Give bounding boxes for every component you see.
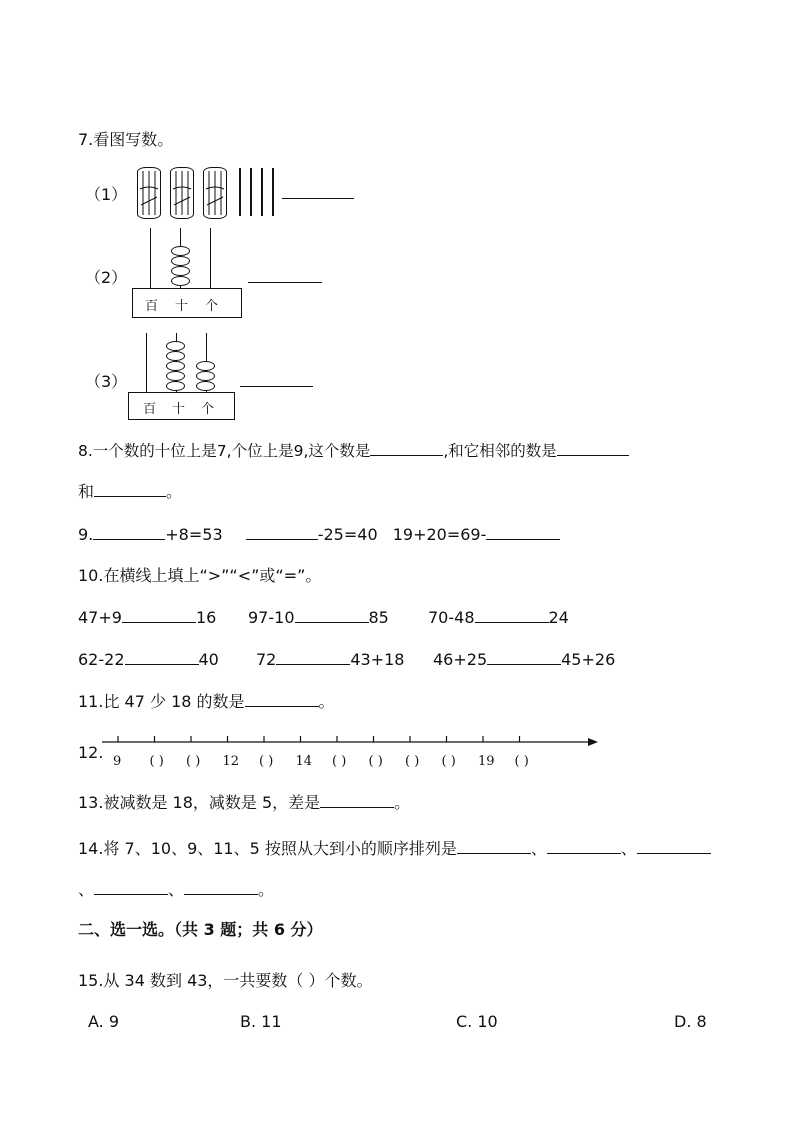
separator: 、	[620, 839, 637, 858]
expr-right: 40	[198, 650, 219, 669]
abacus-bead	[171, 276, 190, 286]
answer-blank[interactable]	[94, 482, 166, 497]
q7-part1-label: （1）	[85, 185, 128, 204]
q10-item	[428, 608, 569, 627]
option-d[interactable]: D. 8	[674, 1012, 707, 1031]
abacus-bead	[166, 361, 185, 371]
abacus-bead	[166, 341, 185, 351]
q8-and: 和	[78, 482, 95, 501]
abacus-bead	[171, 256, 190, 266]
section-title: 二、选一选。（共 3 题；共 6 分）	[78, 920, 323, 939]
answer-blank[interactable]	[276, 650, 350, 665]
expr-left: 46+25	[433, 650, 488, 669]
q7-title: 7.看图写数。	[78, 130, 174, 149]
answer-blank[interactable]	[557, 441, 629, 456]
q10-item	[433, 650, 615, 669]
q11-line	[78, 692, 335, 712]
q12-label: 12.	[78, 743, 104, 762]
abacus-label-tens: 十	[172, 402, 186, 417]
expr-right: 24	[548, 608, 569, 627]
answer-blank[interactable]	[94, 880, 168, 895]
answer-blank[interactable]	[487, 650, 561, 665]
expr-left: 72	[256, 650, 277, 669]
q13-end: 。	[394, 793, 411, 812]
abacus-label-hundreds: 百	[145, 299, 159, 314]
abacus-rod	[210, 228, 211, 288]
q14-text: 14.将 7、10、9、11、5 按照从大到小的顺序排列是	[78, 839, 457, 858]
q8-line1	[78, 441, 629, 461]
answer-blank[interactable]	[184, 880, 258, 895]
q9-eq-a: +8=53	[165, 525, 223, 544]
expr-right: 43+18	[350, 650, 405, 669]
answer-blank[interactable]	[295, 608, 369, 623]
separator: 、	[78, 880, 95, 899]
q10-item	[248, 608, 389, 627]
q9-line	[78, 525, 560, 545]
single-stick	[272, 168, 274, 216]
q13-text: 13.被减数是 18，减数是 5，差是	[78, 793, 321, 812]
abacus-rod	[146, 333, 147, 393]
number-line-label: 12	[222, 754, 240, 769]
answer-blank[interactable]	[370, 441, 443, 456]
separator: 、	[168, 880, 185, 899]
q9-eq-b: -25=40	[317, 525, 378, 544]
answer-blank[interactable]	[248, 268, 322, 283]
expr-right: 45+26	[561, 650, 616, 669]
q8-line2	[78, 482, 182, 502]
number-line	[100, 732, 600, 752]
answer-blank[interactable]	[457, 839, 531, 854]
number-line-label[interactable]: ( )	[186, 754, 201, 769]
number-line-label[interactable]: ( )	[514, 754, 529, 769]
q15-question: 15.从 34 数到 43，一共要数（ ）个数。	[78, 971, 373, 990]
number-line-label: 14	[295, 754, 313, 769]
q14-end: 。	[258, 880, 275, 899]
separator: 、	[530, 839, 547, 858]
q10-item	[78, 650, 219, 669]
number-line-label[interactable]: ( )	[149, 754, 164, 769]
abacus-label-tens: 十	[175, 299, 189, 314]
number-line-label[interactable]: ( )	[405, 754, 420, 769]
expr-left: 47+9	[78, 608, 122, 627]
q9-prefix: 9.	[78, 525, 94, 544]
abacus-base	[128, 392, 235, 420]
abacus-base	[132, 288, 242, 318]
q7-part2-label: （2）	[85, 268, 128, 287]
answer-blank[interactable]	[246, 525, 318, 540]
expr-right: 85	[368, 608, 389, 627]
option-a[interactable]: A. 9	[88, 1012, 120, 1031]
q10-item	[78, 608, 216, 627]
abacus-bead	[196, 361, 215, 371]
answer-blank[interactable]	[637, 839, 711, 854]
single-stick	[250, 168, 252, 216]
answer-blank[interactable]	[122, 608, 196, 623]
expr-left: 97-10	[248, 608, 295, 627]
answer-blank[interactable]	[282, 184, 354, 199]
answer-blank[interactable]	[125, 650, 199, 665]
number-line-label: 19	[478, 754, 495, 769]
bundle-ties	[137, 167, 227, 219]
answer-blank[interactable]	[486, 525, 560, 540]
option-c[interactable]: C. 10	[456, 1012, 498, 1031]
q9-eq-c: 19+20=69-	[392, 525, 487, 544]
abacus-bead	[171, 246, 190, 256]
abacus-label-hundreds: 百	[143, 402, 157, 417]
answer-blank[interactable]	[547, 839, 621, 854]
q8-text: 8.一个数的十位上是7,个位上是9,这个数是	[78, 442, 371, 460]
number-line-label[interactable]: ( )	[441, 754, 456, 769]
answer-blank[interactable]	[93, 525, 165, 540]
expr-left: 70-48	[428, 608, 475, 627]
q7-part3-label: （3）	[85, 372, 128, 391]
q13-line	[78, 793, 410, 813]
option-b[interactable]: B. 11	[240, 1012, 282, 1031]
expr-right: 16	[195, 608, 217, 627]
q11-end: 。	[318, 692, 335, 711]
abacus-bead	[171, 266, 190, 276]
abacus-bead	[196, 371, 215, 381]
answer-blank[interactable]	[245, 692, 319, 707]
answer-blank[interactable]	[320, 793, 394, 808]
abacus-bead	[196, 381, 215, 391]
answer-blank[interactable]	[240, 372, 313, 387]
number-line-label[interactable]: ( )	[368, 754, 383, 769]
single-stick	[261, 168, 263, 216]
abacus-rod	[150, 228, 151, 288]
number-line-label: 9	[113, 754, 122, 769]
q8-end: 。	[166, 482, 183, 501]
number-line-label[interactable]: ( )	[332, 754, 347, 769]
q10-item	[256, 650, 404, 669]
abacus-label-ones: 个	[201, 402, 215, 417]
abacus-bead	[166, 371, 185, 381]
q10-title: 10.在横线上填上“>”“<”或“=”。	[78, 566, 322, 585]
q14-line1	[78, 839, 711, 859]
expr-left: 62-22	[78, 650, 125, 669]
abacus-label-ones: 个	[205, 299, 219, 314]
q8-text-mid: ,和它相邻的数是	[443, 442, 557, 460]
single-stick	[239, 168, 241, 216]
q14-line2	[78, 880, 274, 900]
number-line-label[interactable]: ( )	[259, 754, 274, 769]
abacus-bead	[166, 381, 185, 391]
q11-text: 11.比 47 少 18 的数是	[78, 692, 245, 711]
abacus-bead	[166, 351, 185, 361]
answer-blank[interactable]	[475, 608, 549, 623]
